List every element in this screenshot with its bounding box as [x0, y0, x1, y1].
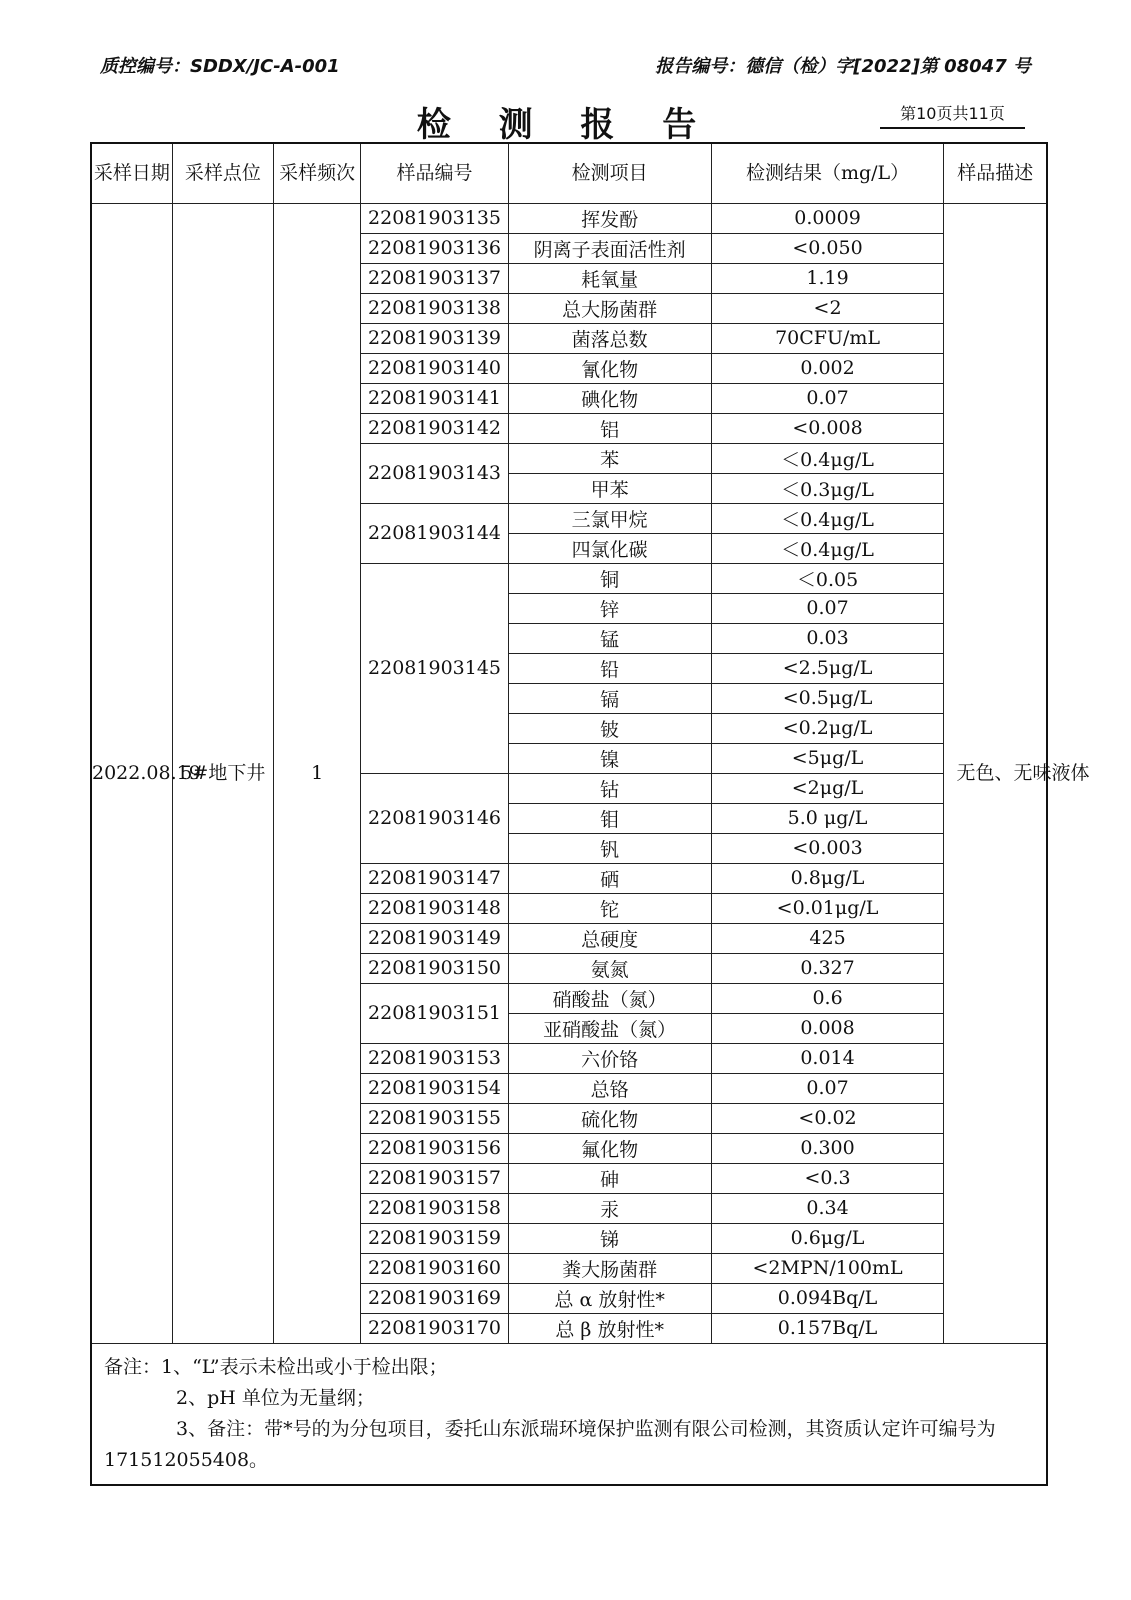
test-item: 总大肠菌群	[508, 293, 711, 323]
sample-id: 22081903155	[361, 1103, 508, 1133]
test-item: 锑	[508, 1223, 711, 1253]
test-item: 甲苯	[508, 473, 711, 503]
test-item: 铝	[508, 413, 711, 443]
test-item: 耗氧量	[508, 263, 711, 293]
sample-id: 22081903140	[361, 353, 508, 383]
test-result: <5μg/L	[711, 743, 944, 773]
test-item: 三氯甲烷	[508, 503, 711, 533]
test-result: ＜0.4μg/L	[711, 533, 944, 563]
test-item: 钴	[508, 773, 711, 803]
test-result: <2.5μg/L	[711, 653, 944, 683]
table-row	[91, 203, 1047, 233]
sample-id: 22081903145	[361, 563, 508, 773]
test-item: 钒	[508, 833, 711, 863]
test-result: <0.5μg/L	[711, 683, 944, 713]
test-result: 70CFU/mL	[711, 323, 944, 353]
column-header: 检测项目	[508, 143, 711, 203]
test-result: ＜0.3μg/L	[711, 473, 944, 503]
test-item: 硫化物	[508, 1103, 711, 1133]
notes-row	[91, 1343, 1047, 1485]
report-table	[90, 142, 1090, 1486]
sample-id: 22081903144	[361, 503, 508, 563]
sample-id: 22081903160	[361, 1253, 508, 1283]
qc-number: 质控编号：SDDX/JC-A-001	[100, 56, 340, 77]
test-item: 铊	[508, 893, 711, 923]
test-result: 0.008	[711, 1013, 944, 1043]
test-item: 阴离子表面活性剂	[508, 233, 711, 263]
sample-id: 22081903150	[361, 953, 508, 983]
sample-id: 22081903147	[361, 863, 508, 893]
test-item: 总 β 放射性*	[508, 1313, 711, 1343]
test-result: 0.0009	[711, 203, 944, 233]
test-result: 0.8μg/L	[711, 863, 944, 893]
page-indicator: 第10页共11页	[880, 100, 1025, 129]
test-item: 四氯化碳	[508, 533, 711, 563]
test-result: 0.03	[711, 623, 944, 653]
test-result: ＜0.05	[711, 563, 944, 593]
test-item: 汞	[508, 1193, 711, 1223]
test-result: <2MPN/100mL	[711, 1253, 944, 1283]
test-item: 砷	[508, 1163, 711, 1193]
test-item: 亚硝酸盐（氮）	[508, 1013, 711, 1043]
test-result: <0.050	[711, 233, 944, 263]
note-line: 2、pH 单位为无量纲；	[176, 1386, 375, 1409]
test-result: <0.003	[711, 833, 944, 863]
table-body	[91, 203, 1090, 1485]
test-result: 1.19	[711, 263, 944, 293]
test-item: 铜	[508, 563, 711, 593]
report-title: 检 测 报 告	[416, 105, 715, 145]
table-header-row	[91, 143, 1047, 203]
column-header: 样品描述	[944, 143, 1047, 203]
test-item: 挥发酚	[508, 203, 711, 233]
test-result: 0.002	[711, 353, 944, 383]
test-item: 总 α 放射性*	[508, 1283, 711, 1313]
test-item: 总铬	[508, 1073, 711, 1103]
test-result: ＜0.4μg/L	[711, 503, 944, 533]
sample-id: 22081903142	[361, 413, 508, 443]
column-header: 样品编号	[361, 143, 508, 203]
sample-id: 22081903141	[361, 383, 508, 413]
test-result: 5.0 μg/L	[711, 803, 944, 833]
test-item: 铍	[508, 713, 711, 743]
test-item: 总硬度	[508, 923, 711, 953]
test-item: 锰	[508, 623, 711, 653]
test-item: 氟化物	[508, 1133, 711, 1163]
notes	[91, 1343, 1047, 1485]
sample-id: 22081903151	[361, 983, 508, 1043]
test-item: 镍	[508, 743, 711, 773]
test-result: <2	[711, 293, 944, 323]
test-result: 0.07	[711, 383, 944, 413]
test-result: 0.07	[711, 1073, 944, 1103]
test-item: 硝酸盐（氮）	[508, 983, 711, 1013]
test-result: <0.008	[711, 413, 944, 443]
test-result: 0.094Bq/L	[711, 1283, 944, 1313]
test-result: 0.157Bq/L	[711, 1313, 944, 1343]
test-item: 钼	[508, 803, 711, 833]
test-result: 0.34	[711, 1193, 944, 1223]
sample-id: 22081903157	[361, 1163, 508, 1193]
test-result: ＜0.4μg/L	[711, 443, 944, 473]
test-result: <2μg/L	[711, 773, 944, 803]
sampling-point: 5#地下井	[172, 203, 273, 1343]
sample-id: 22081903169	[361, 1283, 508, 1313]
test-result: <0.01μg/L	[711, 893, 944, 923]
note-line: 3、备注：带*号的为分包项目，委托山东派瑞环境保护监测有限公司检测，其资质认定许可编号为 171512055408。	[104, 1417, 996, 1471]
sample-id: 22081903143	[361, 443, 508, 503]
test-item: 锌	[508, 593, 711, 623]
sample-id: 22081903158	[361, 1193, 508, 1223]
sample-id: 22081903137	[361, 263, 508, 293]
sample-id: 22081903156	[361, 1133, 508, 1163]
test-result: 0.07	[711, 593, 944, 623]
note-line: 备注：1、“L”表示未检出或小于检出限；	[104, 1355, 448, 1378]
test-result: 0.327	[711, 953, 944, 983]
sample-id: 22081903146	[361, 773, 508, 863]
test-item: 氨氮	[508, 953, 711, 983]
sampling-frequency: 1	[273, 203, 361, 1343]
test-item: 碘化物	[508, 383, 711, 413]
sample-id: 22081903149	[361, 923, 508, 953]
sample-id: 22081903159	[361, 1223, 508, 1253]
test-item: 六价铬	[508, 1043, 711, 1073]
sample-id: 22081903136	[361, 233, 508, 263]
report-number: 报告编号：德信（检）字[2022]第 08047 号	[655, 56, 1031, 77]
sample-id: 22081903135	[361, 203, 508, 233]
test-item: 镉	[508, 683, 711, 713]
test-item: 硒	[508, 863, 711, 893]
column-header: 采样点位	[172, 143, 273, 203]
test-item: 氰化物	[508, 353, 711, 383]
sample-id: 22081903153	[361, 1043, 508, 1073]
sample-id: 22081903170	[361, 1313, 508, 1343]
test-result: 0.6μg/L	[711, 1223, 944, 1253]
sampling-date: 2022.08.19	[91, 203, 172, 1343]
sample-id: 22081903139	[361, 323, 508, 353]
sample-id: 22081903148	[361, 893, 508, 923]
test-result: 0.014	[711, 1043, 944, 1073]
column-header: 采样日期	[91, 143, 172, 203]
column-header: 采样频次	[273, 143, 361, 203]
test-result: <0.02	[711, 1103, 944, 1133]
test-result: <0.2μg/L	[711, 713, 944, 743]
sample-id: 22081903138	[361, 293, 508, 323]
test-item: 粪大肠菌群	[508, 1253, 711, 1283]
test-result: 425	[711, 923, 944, 953]
sample-description: 无色、无味液体	[944, 203, 1047, 1343]
test-item: 菌落总数	[508, 323, 711, 353]
test-result: 0.300	[711, 1133, 944, 1163]
test-item: 铅	[508, 653, 711, 683]
test-item: 苯	[508, 443, 711, 473]
test-result: <0.3	[711, 1163, 944, 1193]
column-header: 检测结果（mg/L）	[711, 143, 944, 203]
test-result: 0.6	[711, 983, 944, 1013]
sample-id: 22081903154	[361, 1073, 508, 1103]
